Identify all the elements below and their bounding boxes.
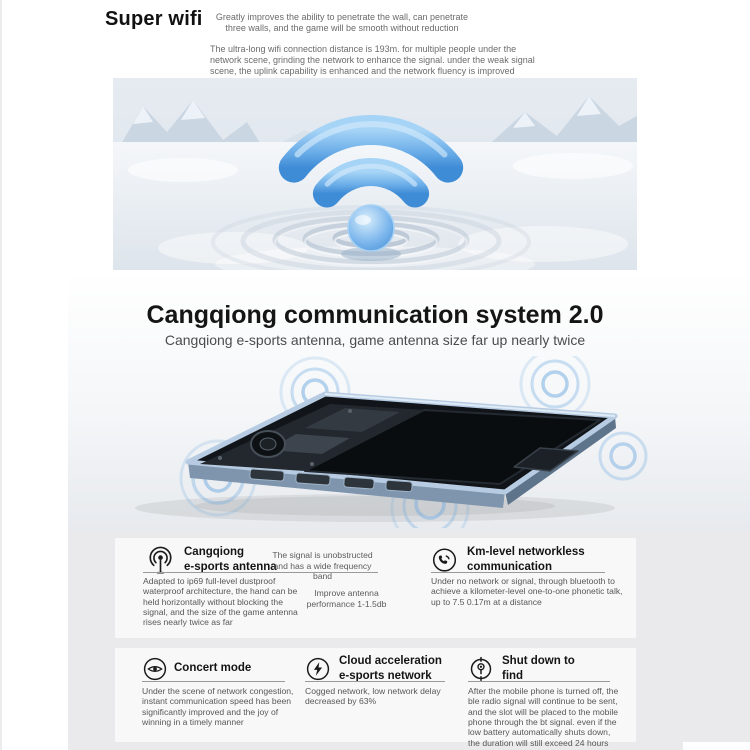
shutdown-title-line1: Shut down to — [502, 655, 575, 667]
phone-call-icon — [431, 546, 458, 575]
shutdown-title-line2: find — [502, 670, 524, 683]
antenna-title-line2: e-sports antenna — [184, 561, 277, 574]
networkless-title-line1: Km-level networkless — [467, 546, 585, 558]
antenna-feature-title — [184, 545, 277, 575]
shutdown-body-text: After the mobile phone is turned off, the ble radio signal will continue to be sent, and the slot will be placed to the mobile phone through the bt signal. even if the low battery automatically shuts down, the duration will still exceed 24 hours — [468, 686, 619, 748]
cloud-title-line2: e-sports network — [339, 670, 432, 683]
features-card-top — [115, 538, 636, 638]
super-wifi-lead-text: Greatly improves the ability to penetrate the wall, can penetrate three walls, and the game will be smooth without reduction — [215, 12, 469, 33]
phone-internals-image — [100, 356, 650, 528]
shutdown-feature-title — [502, 654, 575, 684]
wifi-icon — [113, 78, 637, 270]
communication-system-subtitle: Cangqiong e-sports antenna, game antenna size far up nearly twice — [164, 332, 586, 348]
concert-feature-title — [174, 661, 251, 676]
features-card-bottom — [115, 648, 636, 748]
shutdown-divider — [468, 681, 610, 682]
networkless-feature-title — [467, 545, 585, 575]
cloud-body-text: Cogged network, low network delay decreased by 63% — [305, 686, 441, 707]
networkless-divider — [431, 572, 605, 573]
wifi-hero-image — [113, 78, 637, 270]
cloud-title-line1: Cloud acceleration — [339, 655, 442, 667]
antenna-aside2-text: Improve antenna performance 1-1.5db — [306, 588, 387, 609]
super-wifi-body-text: The ultra-long wifi connection distance is 193m. for multiple people under the network scene, grinding the network to enhance the signal. under the weak signal scene, the uplink capability is enhanced and the network fluency is improved — [210, 44, 535, 76]
super-wifi-heading: Super wifi — [105, 8, 203, 30]
communication-system-heading: Cangqiong communication system 2.0 — [146, 301, 604, 329]
networkless-body-text: Under no network or signal, through bluetooth to achieve a kilometer-level one-to-one phonetic talk, up to 7.5 0.17m at a distance — [431, 576, 623, 607]
concert-title-line1: Concert mode — [174, 662, 252, 674]
antenna-divider — [143, 572, 378, 573]
concert-body-text: Under the scene of network congestion, instant communication speed has been significantly improved and the joy of winning in a timely manner — [142, 686, 294, 727]
broadcast-antenna-icon — [147, 546, 174, 575]
networkless-title-line2: communication — [467, 561, 552, 574]
phone-antenna-illustration — [100, 356, 650, 528]
antenna-title-line1: Cangqiong — [184, 546, 245, 558]
location-pin-icon — [468, 656, 494, 682]
antenna-aside-text: The signal is unobstructed and has a wide frequency band — [272, 550, 373, 582]
cloud-feature-title — [339, 654, 442, 684]
concert-divider — [142, 681, 285, 682]
lightning-bolt-icon — [305, 656, 331, 682]
eye-icon — [142, 656, 168, 682]
cloud-divider — [305, 681, 445, 682]
antenna-body-text: Adapted to ip69 full-level dustproof waterproof architecture, the hand can be held horizontally without blocking the signal, and the size of the game antenna rises nearly twice as far — [143, 576, 298, 628]
page-left-edge — [0, 0, 2, 750]
